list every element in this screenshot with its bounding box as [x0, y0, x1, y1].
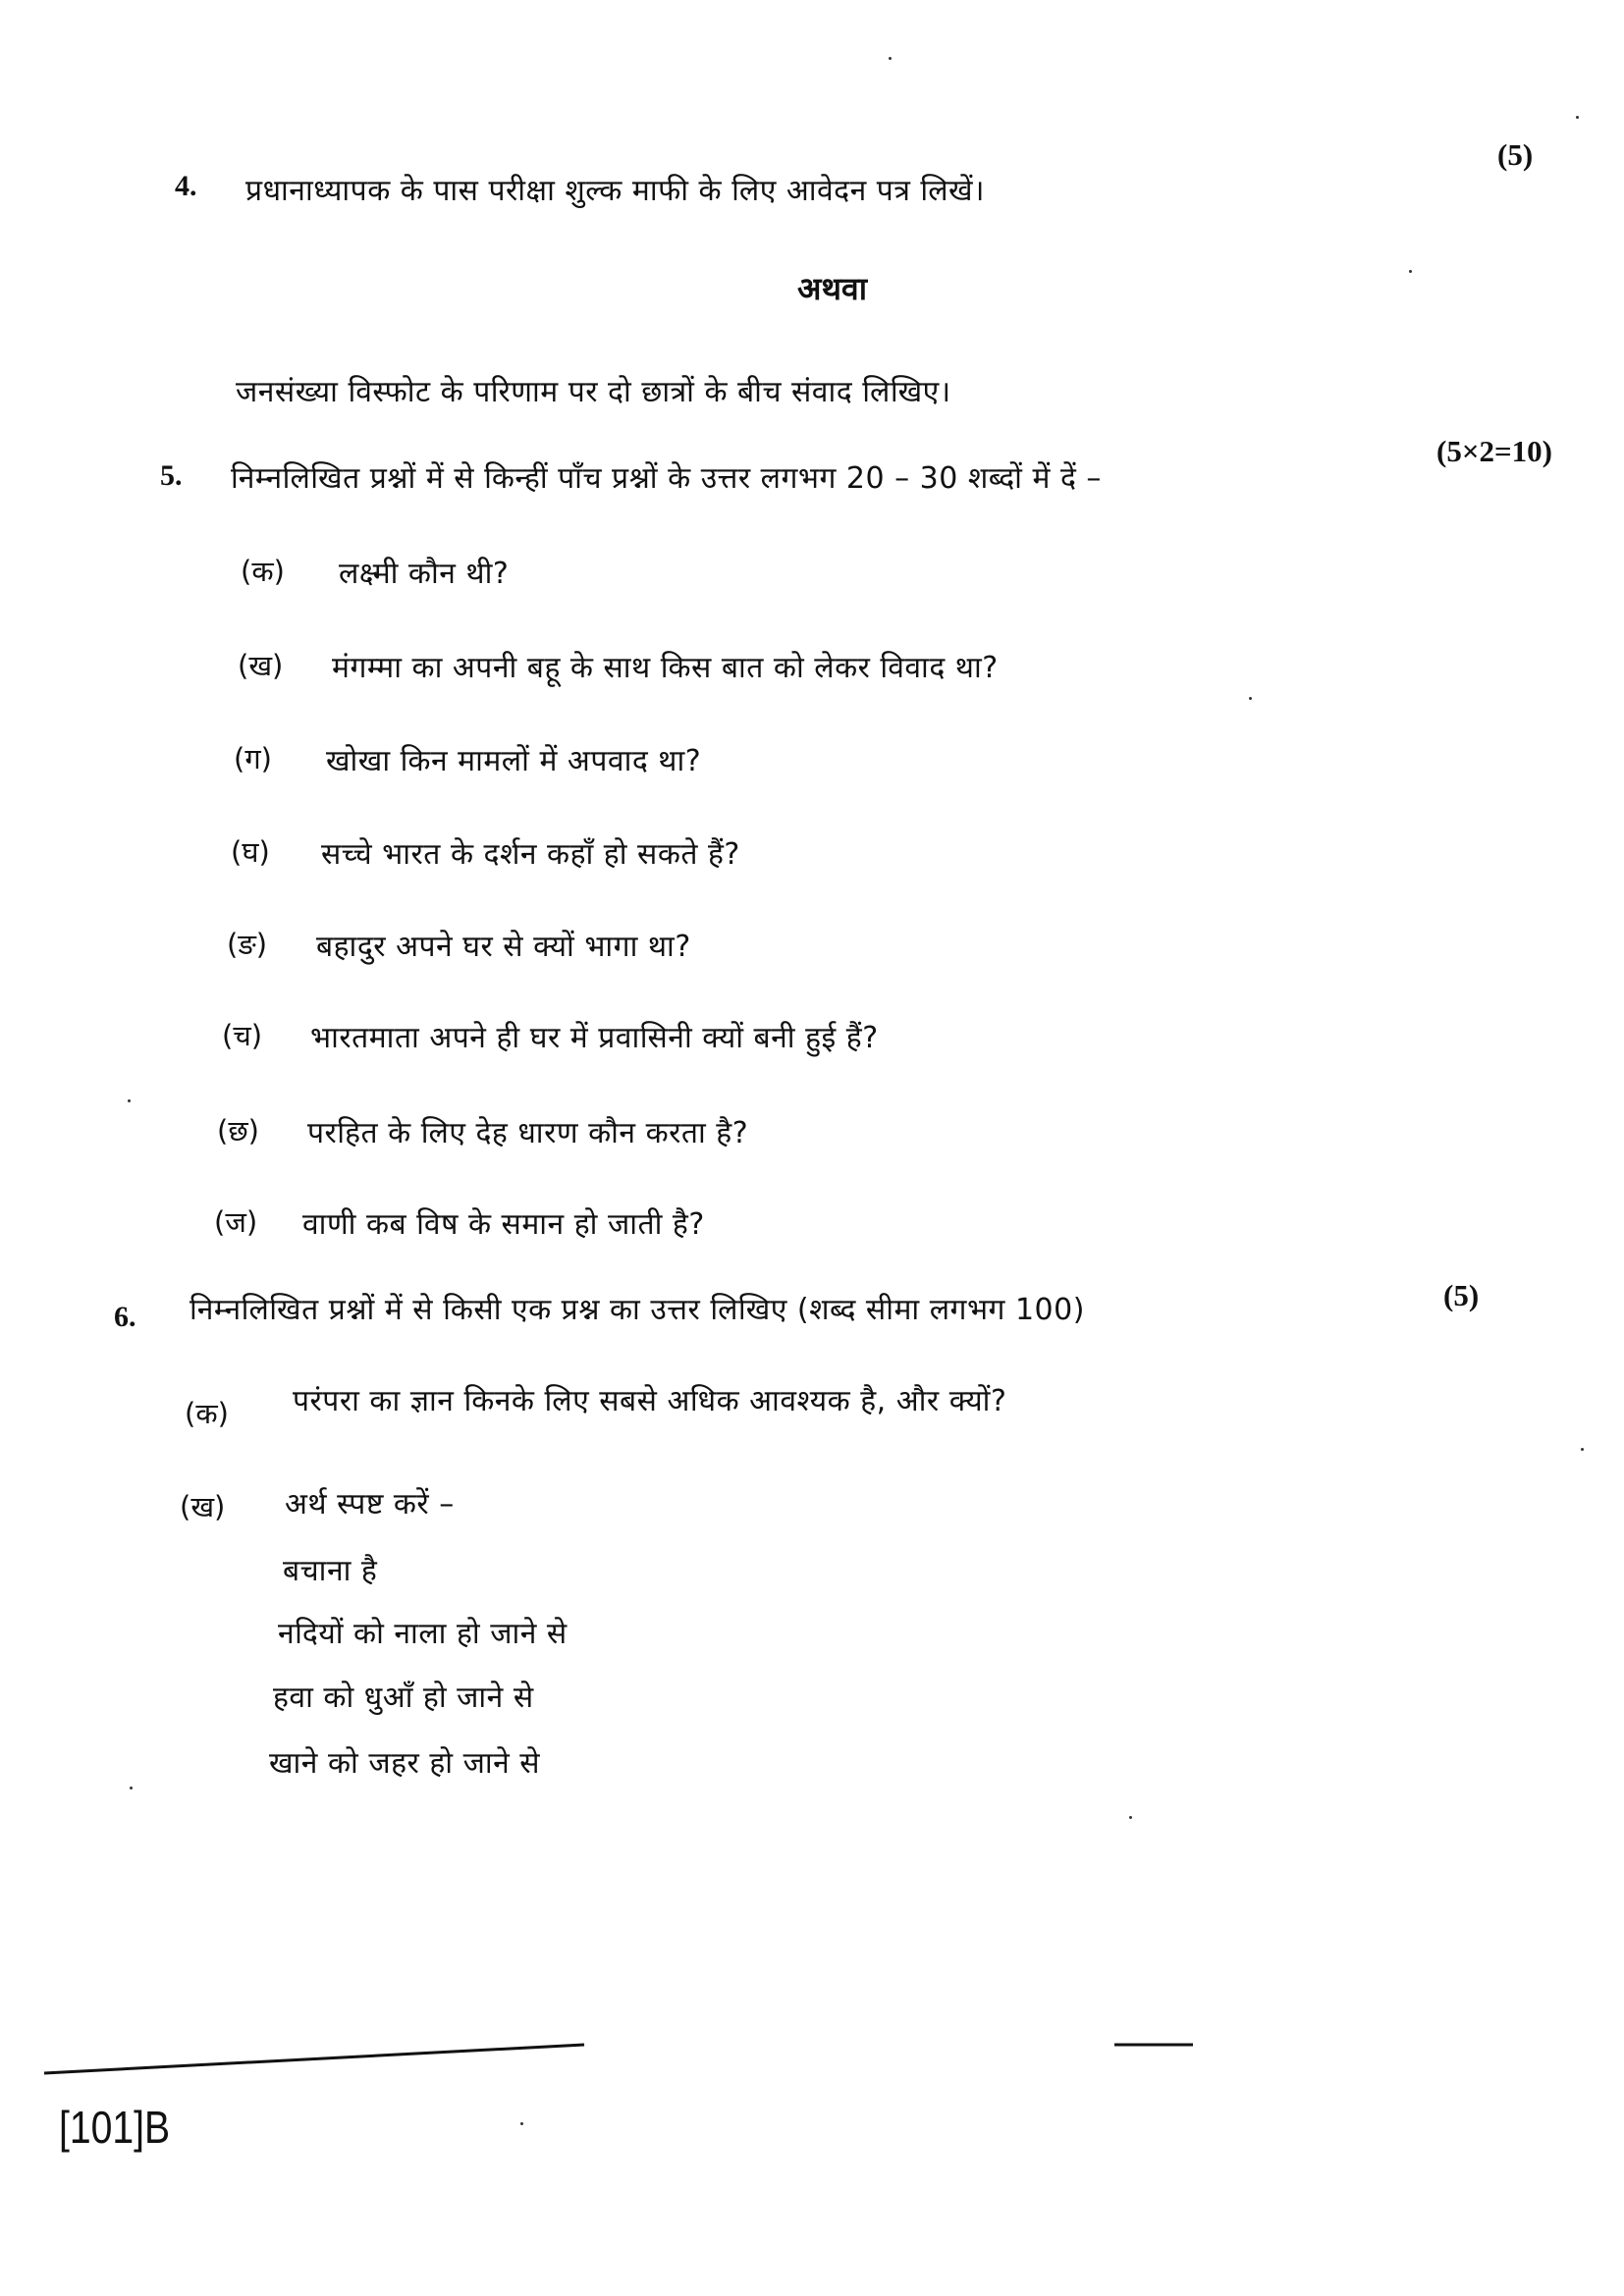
q6-sub-text: अर्थ स्पष्ट करें – [285, 1487, 455, 1522]
q5-sub-text: वाणी कब विष के समान हो जाती है? [302, 1207, 705, 1242]
scan-speck [1576, 116, 1579, 119]
q5-sub-label: (च) [222, 1019, 263, 1052]
q5-sub-label: (ख) [238, 649, 284, 682]
q6-text: निम्नलिखित प्रश्नों में से किसी एक प्रश्न का उत्तर लिखिए (शब्द सीमा लगभग 100) [189, 1293, 1085, 1327]
q5-sub-text: लक्ष्मी कौन थी? [339, 557, 510, 591]
q5-sub-text: खोखा किन मामलों में अपवाद था? [326, 744, 702, 778]
scan-speck [130, 1787, 133, 1789]
scan-speck [1409, 270, 1412, 273]
scan-speck [1249, 697, 1252, 700]
q5-sub-text: सच्चे भारत के दर्शन कहाँ हो सकते हैं? [321, 837, 740, 872]
q5-sub-text: परहित के लिए देह धारण कौन करता है? [307, 1116, 749, 1150]
poem-line: बचाना है [283, 1554, 378, 1588]
q5-sub-text: मंगम्मा का अपनी बहू के साथ किस बात को लेकर विवाद था? [332, 651, 999, 685]
q4-text: प्रधानाध्यापक के पास परीक्षा शुल्क माफी के लिए आवेदन पत्र लिखें। [245, 174, 985, 208]
q5-sub-label: (ज) [214, 1205, 258, 1239]
q6-marks: (5) [1443, 1278, 1480, 1312]
q5-marks: (5×2=10) [1436, 434, 1552, 468]
q5-sub-label: (ङ) [227, 928, 268, 961]
q4-alternate-text: जनसंख्या विस्फोट के परिणाम पर दो छात्रों के बीच संवाद लिखिए। [236, 375, 951, 409]
q6-sub-label: (क) [185, 1397, 229, 1430]
poem-line: खाने को जहर हो जाने से [269, 1746, 541, 1781]
q5-number: 5. [160, 459, 183, 492]
q4-marks: (5) [1497, 137, 1534, 172]
scan-speck [1129, 1816, 1132, 1819]
q6-sub-label: (ख) [180, 1490, 226, 1523]
paper-code: [101]B [59, 2102, 171, 2153]
scan-speck [889, 57, 892, 60]
q5-sub-text: बहादुर अपने घर से क्यों भागा था? [316, 930, 691, 964]
q5-sub-label: (घ) [231, 835, 270, 869]
q5-text: निम्नलिखित प्रश्नों में से किन्हीं पाँच प्रश्नों के उत्तर लगभग 20 – 30 शब्दों में दें – [231, 461, 1102, 496]
or-heading: अथवा [797, 270, 867, 307]
q5-sub-label: (छ) [217, 1114, 259, 1148]
q5-sub-label: (ग) [234, 742, 272, 775]
scan-speck [128, 1099, 131, 1102]
q4-number: 4. [175, 170, 197, 202]
q5-sub-text: भारतमाता अपने ही घर में प्रवासिनी क्यों बनी हुई हैं? [310, 1021, 879, 1055]
q6-sub-text: परंपरा का ज्ञान किनके लिए सबसे अधिक आवश्यक है, और क्यों? [293, 1384, 1007, 1418]
poem-line: नदियों को नाला हो जाने से [278, 1617, 568, 1651]
q5-sub-label: (क) [241, 555, 285, 588]
scan-speck [1581, 1448, 1584, 1451]
q6-number: 6. [114, 1301, 136, 1333]
poem-line: हवा को धुआँ हो जाने से [273, 1681, 534, 1715]
scan-speck [520, 2122, 523, 2125]
